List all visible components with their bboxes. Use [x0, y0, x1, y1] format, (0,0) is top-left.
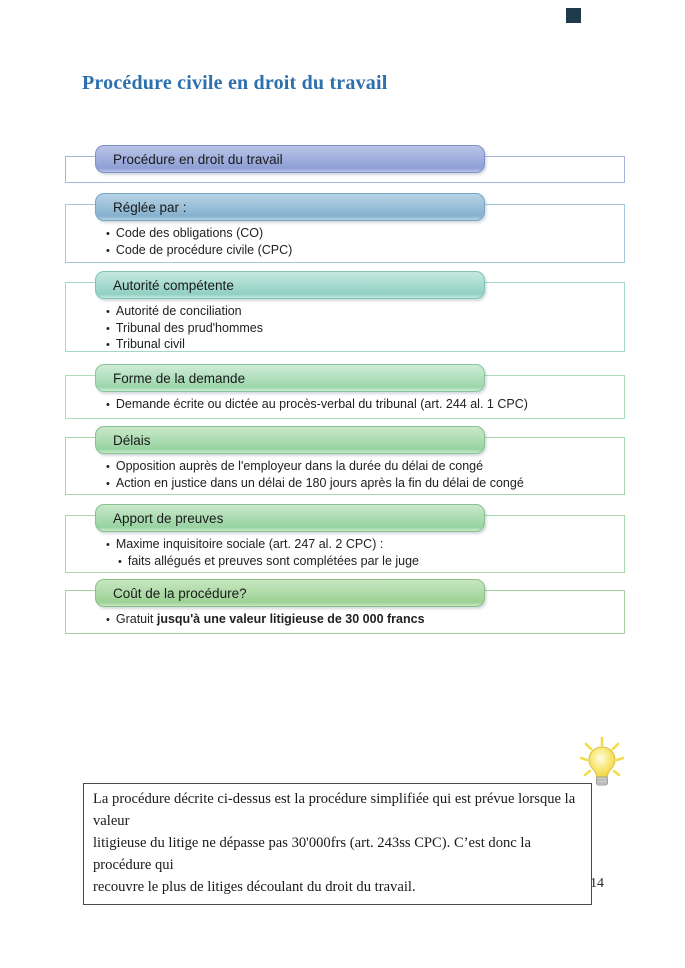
bullet-list — [106, 397, 528, 414]
section-header-label: Autorité compétente — [113, 277, 234, 293]
bullet-item: • Demande écrite ou dictée au procès-verbal du tribunal (art. 244 al. 1 CPC) — [106, 397, 528, 414]
note-box — [83, 783, 592, 905]
section-header-bar — [95, 145, 485, 173]
bullet-list — [106, 304, 263, 354]
bullet-list — [106, 226, 292, 259]
bullet-text-bold: jusqu'à une valeur litigieuse de 30 000 francs — [156, 612, 425, 626]
bullet-list — [106, 612, 425, 629]
bullet-item: • Maxime inquisitoire sociale (art. 247 al. 2 CPC) : — [106, 537, 419, 554]
bullet-item — [106, 612, 425, 629]
section-header-label: Apport de preuves — [113, 510, 224, 526]
bullet-item: • Tribunal civil — [106, 337, 263, 354]
bullet-item: • Code des obligations (CO) — [106, 226, 292, 243]
bullet-list — [106, 459, 524, 492]
bullet-text-normal: Gratuit — [115, 612, 157, 626]
corner-logo-square — [566, 8, 581, 23]
section-header-bar — [95, 364, 485, 392]
bullet-item: • Opposition auprès de l'employeur dans la durée du délai de congé — [106, 459, 524, 476]
bullet-item: • Action en justice dans un délai de 180 jours après la fin du délai de congé — [106, 476, 524, 493]
section-header-bar — [95, 271, 485, 299]
section-header-bar — [95, 504, 485, 532]
section-header-label: Réglée par : — [113, 199, 187, 215]
page-number: 14 — [590, 876, 604, 891]
bullet-list — [106, 537, 419, 570]
section-header-bar — [95, 426, 485, 454]
section-header-label: Coût de la procédure? — [113, 585, 247, 601]
note-line: litigieuse du litige ne dépasse pas 30'000frs (art. 243ss CPC). C’est donc la procédure qui — [93, 835, 531, 873]
bullet-continuation: • faits allégués et preuves sont complétées par le juge — [106, 554, 419, 571]
bullet-item: • Code de procédure civile (CPC) — [106, 243, 292, 260]
section-header-bar — [95, 579, 485, 607]
bullet-item: • Tribunal des prud'hommes — [106, 321, 263, 338]
section-header-label: Délais — [113, 432, 151, 448]
section-header-bar — [95, 193, 485, 221]
section-header-label: Forme de la demande — [113, 370, 246, 386]
page-title: Procédure civile en droit du travail — [82, 72, 388, 94]
note-line: La procédure décrite ci-dessus est la procédure simplifiée qui est prévue lorsque la valeur — [93, 791, 576, 829]
section-header-label: Procédure en droit du travail — [113, 151, 283, 167]
note-line: recouvre le plus de litiges découlant du droit du travail. — [93, 879, 416, 895]
bullet-item: • Autorité de conciliation — [106, 304, 263, 321]
